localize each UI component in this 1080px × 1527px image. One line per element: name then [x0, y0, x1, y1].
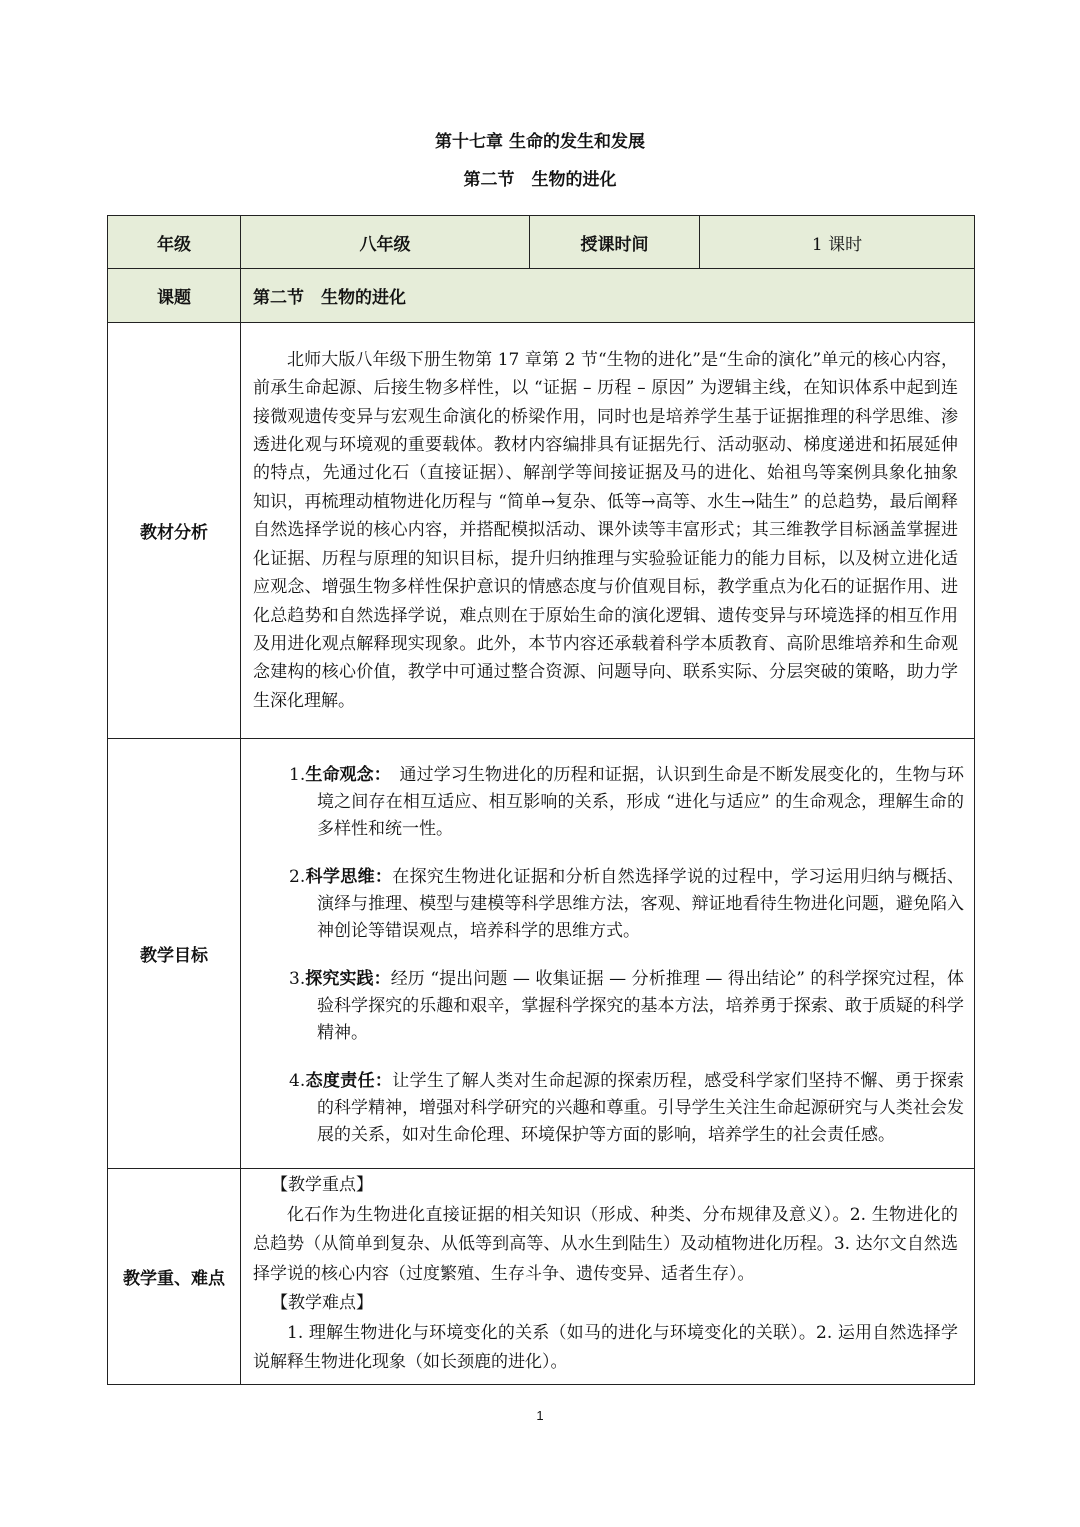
- page-number: 1: [536, 1408, 544, 1423]
- objective-title: 探究实践：: [305, 969, 391, 989]
- focus-heading: 【教学重点】: [271, 1175, 373, 1195]
- table-row: [108, 216, 975, 269]
- focus-text: 化石作为生物进化直接证据的相关知识（形成、种类、分布规律及意义）。2. 生物进化的总趋势（从简单到复杂、从低等到高等、从水生到陆生）及动植物进化历程。3. 达尔文自然选择学说的核心内容（过度繁殖、生存斗争、遗传变异、适者生存）。: [253, 1204, 958, 1284]
- analysis-label: 教材分析: [108, 323, 241, 739]
- topic-value: 第二节 生物的进化: [241, 269, 975, 323]
- objective-number: 1.: [289, 765, 306, 785]
- objective-number: 4.: [289, 1071, 306, 1091]
- objective-title: 科学思维：: [305, 867, 393, 887]
- objective-title: 态度责任：: [305, 1071, 393, 1091]
- table-row: [108, 1169, 975, 1385]
- analysis-cell: [241, 323, 975, 739]
- grade-value: 八年级: [241, 216, 530, 269]
- key-points-cell: [241, 1169, 975, 1385]
- table-row: [108, 739, 975, 1169]
- analysis-text: 北师大版八年级下册生物第 17 章第 2 节“生物的进化”是“生命的演化”单元的核心内容，前承生命起源、后接生物多样性，以 “证据 – 历程 – 原因” 为逻辑主线，在知识体系中起到连接微观遗传变异与宏观生命演化的桥梁作用，同时也是培养学生基于证据推理的科学思维、渗透进化观与环境观的重要载体。教材内容编排具有证据先行、活动驱动、梯度递进和拓展延伸的特点，先通过化石（直接证据）、解剖学等间接证据及马的进化、始祖鸟等案例具象化抽象知识，再梳理动植物进化历程与 “简单→复杂、低等→高等、水生→陆生” 的总趋势，最后阐释自然选择学说的核心内容，并搭配模拟活动、课外读等丰富形式；其三维教学目标涵盖掌握进化证据、历程与原理的知识目标，提升归纳推理与实验验证能力的能力目标，以及树立进化适应观念、增强生物多样性保护意识的情感态度与价值观目标，教学重点为化石的证据作用、进化总趋势和自然选择学说，难点则在于原始生命的演化逻辑、遗传变异与环境选择的相互作用及用进化观点解释现实现象。此外，本节内容还承载着科学本质教育、高阶思维培养和生命观念建构的核心价值，教学中可通过整合资源、问题导向、联系实际、分层突破的策略，助力学生深化理解。: [253, 349, 958, 711]
- objective-item: [289, 966, 964, 1047]
- objective-text: 让学生了解人类对生命起源的探索历程，感受科学家们坚持不懈、勇于探索的科学精神，增强对科学研究的兴趣和尊重。引导学生关注生命起源研究与人类社会发展的关系，如对生命伦理、环境保护等方面的影响，培养学生的社会责任感。: [317, 1071, 964, 1145]
- objective-number: 2.: [289, 867, 306, 887]
- class-time-label: 授课时间: [530, 216, 700, 269]
- section-title: 第二节 生物的进化: [463, 170, 617, 190]
- objectives-list: [241, 742, 974, 1165]
- objective-item: [289, 864, 964, 945]
- table-row: [108, 269, 975, 323]
- chapter-title: 第十七章 生命的发生和发展: [435, 132, 645, 152]
- key-points-label: 教学重、难点: [108, 1169, 241, 1385]
- key-points-content: [241, 1169, 974, 1384]
- objective-title: 生命观念：: [305, 765, 383, 785]
- difficulty-text: 1. 理解生物进化与环境变化的关系（如马的进化与环境变化的关联）。2. 运用自然选择学说解释生物进化现象（如长颈鹿的进化）。: [253, 1322, 958, 1372]
- objective-item: [289, 762, 964, 843]
- objective-text: 经历 “提出问题 — 收集证据 — 分析推理 — 得出结论” 的科学探究过程，体验科学探究的乐趣和艰辛，掌握科学探究的基本方法，培养勇于探索、敢于质疑的科学精神。: [317, 969, 964, 1043]
- grade-label: 年级: [108, 216, 241, 269]
- objectives-label: 教学目标: [108, 739, 241, 1169]
- objective-item: [289, 1068, 964, 1149]
- objectives-cell: [241, 739, 975, 1169]
- lesson-plan-table: [107, 215, 975, 1385]
- objective-number: 3.: [289, 969, 306, 989]
- objective-text: 在探究生物进化证据和分析自然选择学说的过程中，学习运用归纳与概括、演绎与推理、模型与建模等科学思维方法，客观、辩证地看待生物进化问题，避免陷入神创论等错误观点，培养科学的思维方式。: [317, 867, 964, 941]
- table-row: [108, 323, 975, 739]
- topic-label: 课题: [108, 269, 241, 323]
- difficulty-heading: 【教学难点】: [271, 1293, 373, 1313]
- class-time-value: 1 课时: [700, 216, 975, 269]
- objective-text: 通过学习生物进化的历程和证据，认识到生命是不断发展变化的，生物与环境之间存在相互适应、相互影响的关系，形成 “进化与适应” 的生命观念，理解生命的多样性和统一性。: [317, 765, 964, 839]
